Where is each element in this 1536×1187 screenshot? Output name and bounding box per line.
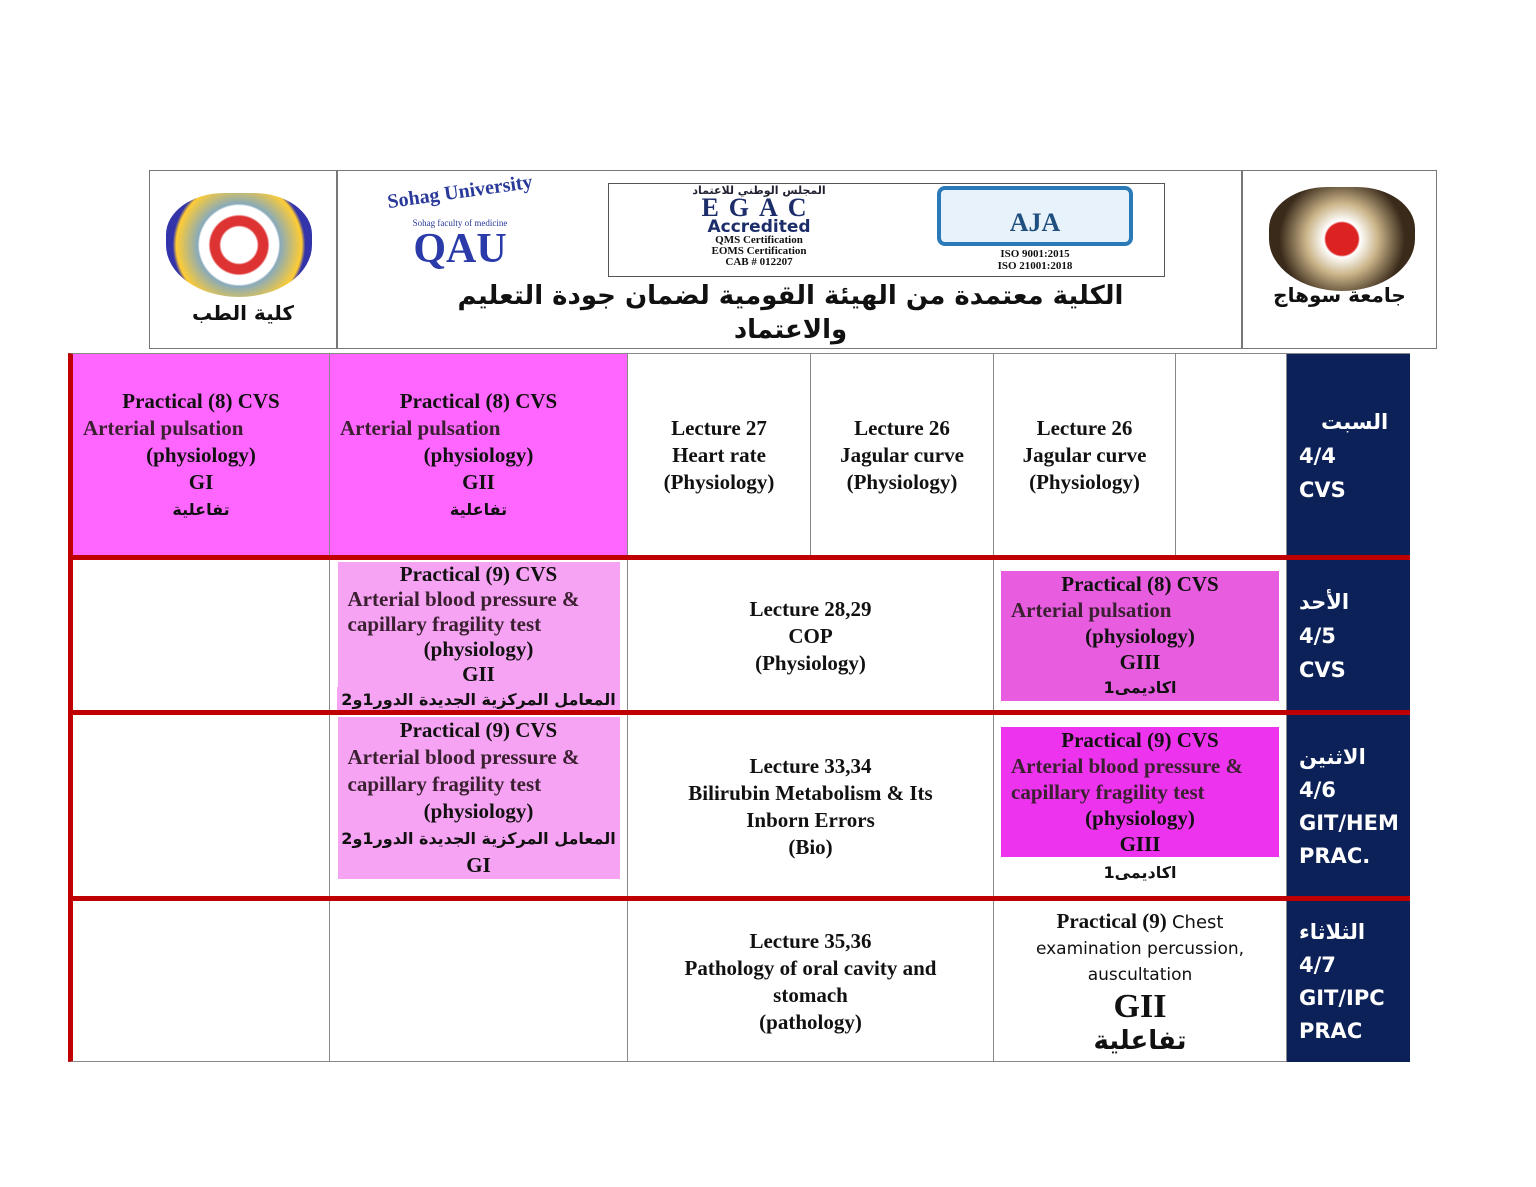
row-divider (68, 555, 1410, 560)
row4-col1-empty (73, 901, 330, 1062)
row-divider (68, 896, 1410, 901)
faculty-logo (166, 193, 312, 297)
row4-lecture: Lecture 35,36 Pathology of oral cavity and stomach (pathology) (628, 901, 994, 1062)
row3-col1-empty (73, 715, 330, 898)
row1-col3-lecture: Lecture 27 Heart rate (Physiology) (628, 354, 811, 557)
header-center-box (337, 170, 1242, 349)
sohag-university-logo: Sohag University Sohag faculty of medicine QAU (386, 170, 534, 272)
aja-logo: AJA (937, 186, 1133, 246)
row2-col1-empty (73, 560, 330, 712)
row1-col5-lecture: Lecture 26 Jagular curve (Physiology) (994, 354, 1176, 557)
row1-col6-empty (1176, 354, 1287, 557)
day-tuesday: الثلاثاء 4/7 GIT/IPC PRAC (1287, 901, 1410, 1062)
row1-col4-lecture: Lecture 26 Jagular curve (Physiology) (811, 354, 994, 557)
row2-practical-right: Practical (8) CVS Arterial pulsation (physiology) GIII اكاديمى1 (994, 560, 1287, 712)
row2-col2-practical: Practical (9) CVS Arterial blood pressure & capillary fragility test (physiology) GII المعامل المركزية الجديدة الدور1و2 (330, 560, 628, 712)
header-right-box (1242, 170, 1437, 349)
accreditation-box: المجلس الوطني للاعتماد EGAC Accredited QMS Certification EOMS Certification CAB # 012207 AJA ISO 9001:2015 ISO 21001:2018 (608, 183, 1165, 277)
row3-practical-right: Practical (9) CVS Arterial blood pressure & capillary fragility test (physiology) GIII اكاديمى1 (994, 715, 1287, 898)
faculty-caption: كلية الطب (191, 301, 295, 325)
header-left-box (149, 170, 337, 349)
header-title: الكلية معتمدة من الهيئة القومية لضمان جودة التعليم والاعتماد (457, 281, 1124, 345)
university-caption: جامعة سوهاج (1273, 283, 1406, 307)
day-monday: الاثنين 4/6 GIT/HEM PRAC. (1287, 715, 1410, 898)
row1-col2-practical: Practical (8) CVS Arterial pulsation (physiology) GII تفاعلية (330, 354, 628, 557)
egac-logo: المجلس الوطني للاعتماد EGAC Accredited QMS Certification EOMS Certification CAB # 012207 (692, 184, 826, 268)
day-sunday: الأحد 4/5 CVS (1287, 560, 1410, 712)
day-saturday: السبت 4/4 CVS (1287, 354, 1410, 557)
row3-col2-practical: Practical (9) CVS Arterial blood pressure & capillary fragility test (physiology) المعامل المركزية الجديدة الدور1و2 GI (330, 715, 628, 898)
row4-practical-right: Practical (9) Chest examination percussion, auscultation GII تفاعلية (994, 901, 1287, 1062)
row1-col1-practical: Practical (8) CVS Arterial pulsation (physiology) GI تفاعلية (73, 354, 330, 557)
row3-lecture: Lecture 33,34 Bilirubin Metabolism & Its Inborn Errors (Bio) (628, 715, 994, 898)
row4-col2-empty (330, 901, 628, 1062)
university-logo (1269, 187, 1415, 291)
row-divider (68, 710, 1410, 715)
row2-lecture: Lecture 28,29 COP (Physiology) (628, 560, 994, 712)
